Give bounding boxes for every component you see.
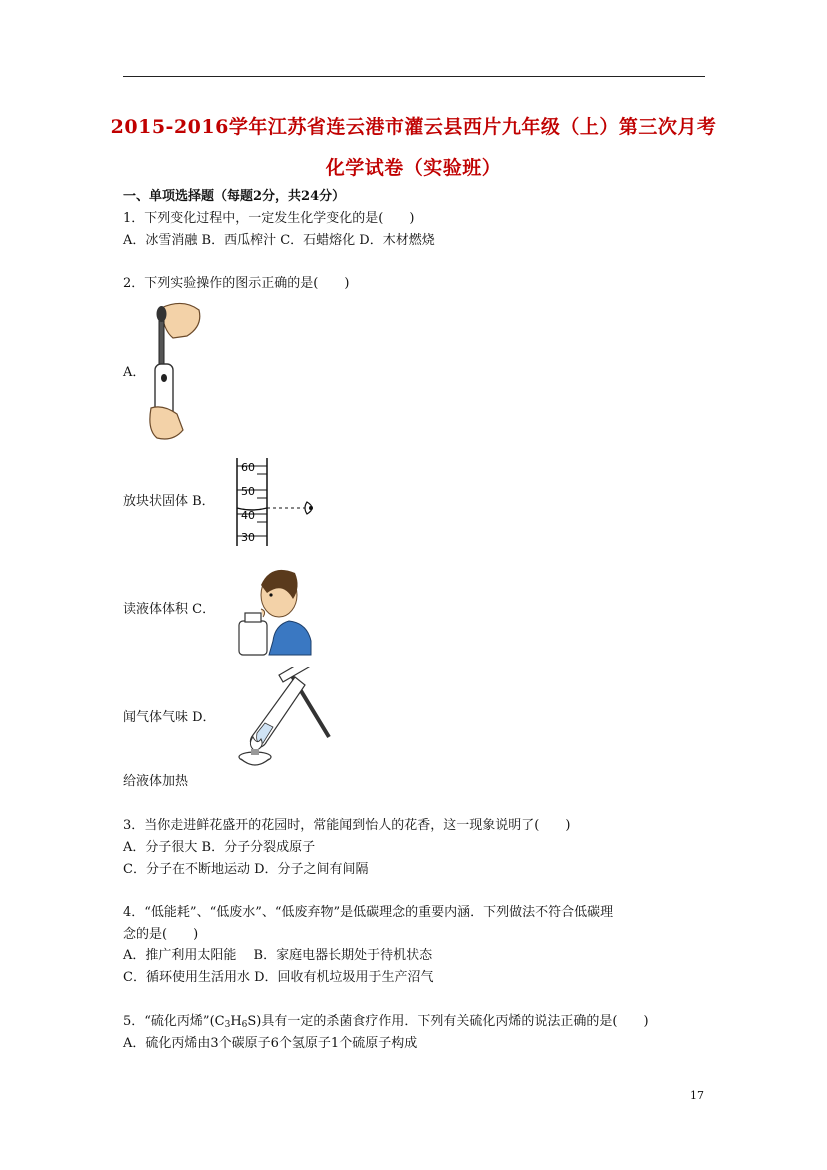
q2-stem: 2．下列实验操作的图示正确的是( ): [123, 276, 350, 291]
q2-label-c: 读液体体积 C．: [123, 602, 216, 617]
q2-tail: 给液体加热: [123, 774, 189, 789]
q2-label-a: A．: [123, 365, 146, 380]
q2-label-b: 放块状固体 B．: [123, 494, 215, 509]
q3-stem: 3．当你走进鲜花盛开的花园时，常能闻到怡人的花香，这一现象说明了( ): [123, 818, 571, 833]
q3-options-ab: A．分子很大 B．分子分裂成原子: [123, 840, 316, 855]
q1-options: A．冰雪消融 B．西瓜榨汁 C．石蜡熔化 D．木材燃烧: [123, 233, 435, 248]
tick-40: 40: [241, 509, 255, 522]
q1-stem: 1．下列变化过程中，一定发生化学变化的是( ): [123, 211, 415, 226]
q4-stem-line1: 4．“低能耗”、“低废水”、“低废弃物”是低碳理念的重要内涵．下列做法不符合低碳理: [123, 905, 614, 920]
q2-label-d: 闻气体气味 D．: [123, 710, 216, 725]
heating-liquid-illustration: [233, 667, 333, 771]
dropper-test-tube-illustration: [143, 300, 205, 442]
q4-options-ab: A．推广利用太阳能 B．家庭电器长期处于待机状态: [123, 948, 433, 963]
page-number: 17: [690, 1089, 704, 1102]
tick-30: 30: [241, 531, 255, 544]
q5-stem: 5．“硫化丙烯$”(C_3H_6S)$具有一定的杀菌食疗作用．下列有关硫化丙烯的说法正确的是( ): [123, 1014, 649, 1030]
q4-options-cd: C．循环使用生活用水 D．回收有机垃圾用于生产沼气: [123, 970, 434, 985]
header-rule: [123, 76, 705, 77]
page-subtitle: 化学试卷（实验班）: [325, 157, 502, 179]
q4-stem-line2: 念的是( ): [123, 927, 199, 942]
page-title: 2015-2016学年江苏省连云港市灌云县西片九年级（上）第三次月考: [110, 116, 717, 138]
tick-60: 60: [241, 461, 255, 474]
graduated-cylinder-illustration: [233, 456, 323, 548]
smelling-gas-illustration: [233, 563, 313, 657]
tick-50: 50: [241, 485, 255, 498]
q5-option-a: A．硫化丙烯由3个碳原子6个氢原子1个硫原子构成: [123, 1036, 418, 1051]
section-heading: 一、单项选择题（每题2分，共24分）: [123, 189, 346, 204]
q3-options-cd: C．分子在不断地运动 D．分子之间有间隔: [123, 862, 369, 877]
